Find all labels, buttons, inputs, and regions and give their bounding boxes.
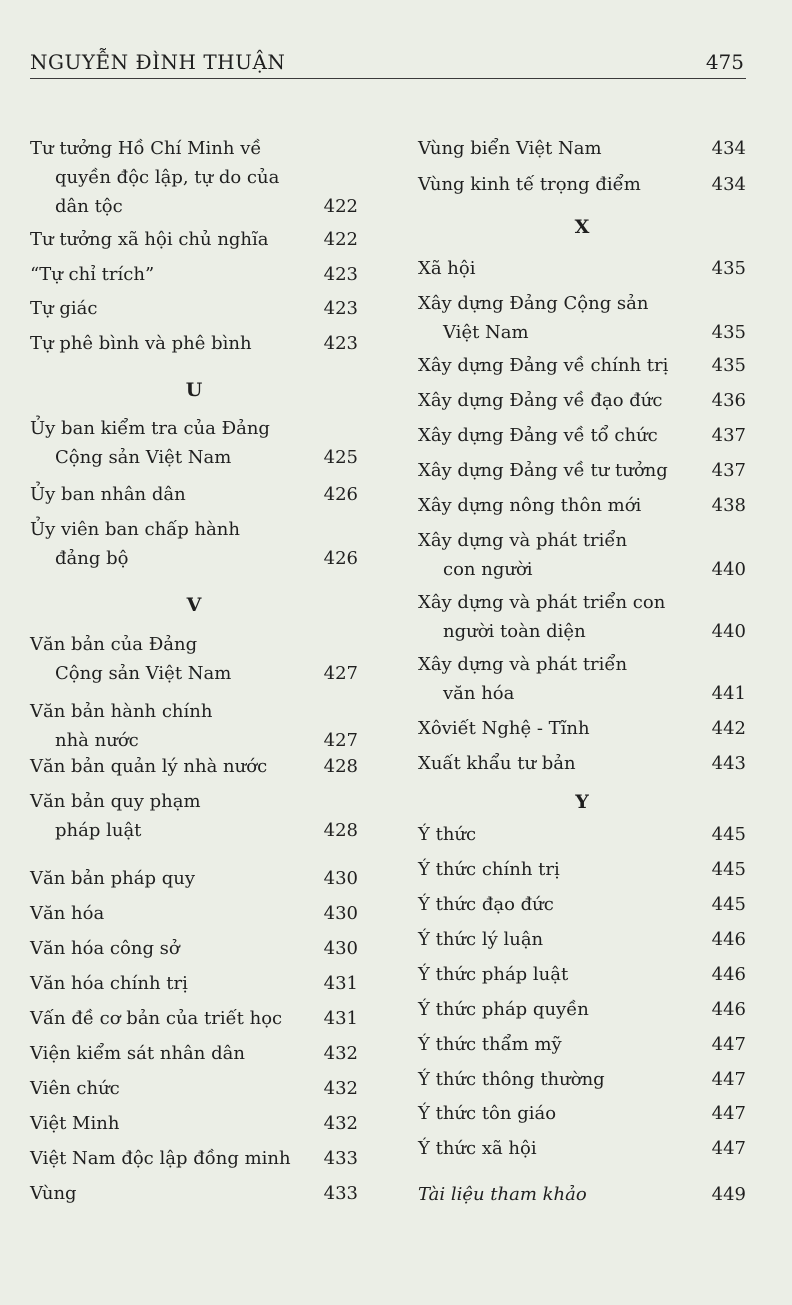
index-entry xyxy=(418,749,746,778)
index-entry xyxy=(30,899,358,928)
index-term xyxy=(418,351,746,380)
index-term-line: Vùng xyxy=(30,1183,77,1204)
index-term-continuation: quyền độc lập, tự do của xyxy=(55,167,280,188)
index-term xyxy=(418,1134,746,1163)
index-term xyxy=(418,1099,746,1128)
index-term-line: Ý thức xyxy=(418,824,477,845)
index-page-number: 442 xyxy=(711,718,746,739)
index-term xyxy=(30,864,358,893)
index-entry xyxy=(30,1004,358,1033)
index-term xyxy=(418,588,746,646)
index-page-number: 431 xyxy=(323,973,358,994)
index-page-number: 446 xyxy=(711,929,746,950)
index-term xyxy=(30,1074,358,1103)
index-term-line: Ủy viên ban chấp hành xyxy=(30,519,240,540)
section-letter: Y xyxy=(575,791,589,813)
index-page-number: 445 xyxy=(711,859,746,880)
index-page-number: 426 xyxy=(323,484,358,505)
index-term xyxy=(418,289,746,347)
index-entry xyxy=(418,386,746,415)
index-entry xyxy=(418,289,746,347)
index-term xyxy=(418,254,746,283)
index-term-line: Xây dựng và phát triển con xyxy=(418,592,666,613)
index-term xyxy=(418,890,746,919)
index-page-number: 446 xyxy=(711,964,746,985)
index-page-number: 434 xyxy=(711,138,746,159)
index-term-line: Văn bản quản lý nhà nước xyxy=(30,756,268,777)
index-page-number: 437 xyxy=(711,425,746,446)
index-term xyxy=(418,960,746,989)
index-page-number: 428 xyxy=(323,820,358,841)
index-entry xyxy=(418,254,746,283)
index-term-line: Vấn đề cơ bản của triết học xyxy=(30,1008,283,1029)
index-term xyxy=(418,421,746,450)
index-page-number: 436 xyxy=(711,390,746,411)
index-entry xyxy=(418,960,746,989)
index-page-number: 443 xyxy=(711,753,746,774)
index-entry xyxy=(30,225,358,254)
index-term-line: Tư tưởng xã hội chủ nghĩa xyxy=(30,229,269,250)
index-term xyxy=(418,820,746,849)
index-entry xyxy=(30,515,358,573)
index-page-number: 441 xyxy=(711,683,746,704)
index-entry xyxy=(30,1144,358,1173)
index-term-line: Văn bản pháp quy xyxy=(30,868,195,889)
index-term xyxy=(418,386,746,415)
index-term-line: Xây dựng Đảng về tổ chức xyxy=(418,425,658,446)
index-term-line: Văn hóa chính trị xyxy=(30,973,188,994)
index-entry xyxy=(30,1109,358,1138)
index-page-number: 447 xyxy=(711,1138,746,1159)
index-entry xyxy=(418,588,746,646)
index-term-line: Xôviết Nghệ - Tĩnh xyxy=(418,718,590,739)
index-entry xyxy=(30,787,358,845)
index-term xyxy=(418,1180,746,1209)
index-page-number: 445 xyxy=(711,894,746,915)
index-term-line: Ủy ban nhân dân xyxy=(30,484,186,505)
index-term-line: Viện kiểm sát nhân dân xyxy=(30,1043,245,1064)
index-entry xyxy=(30,1074,358,1103)
index-term xyxy=(30,1109,358,1138)
index-term-line: Văn hóa công sở xyxy=(30,938,180,959)
index-term-continuation: con người xyxy=(443,559,533,580)
index-term xyxy=(30,294,358,323)
index-term-line: Ý thức thẩm mỹ xyxy=(418,1034,562,1055)
index-term xyxy=(30,225,358,254)
index-page-number: 435 xyxy=(711,355,746,376)
index-page-number: 423 xyxy=(323,298,358,319)
index-term xyxy=(30,515,358,573)
index-page-number: 447 xyxy=(711,1103,746,1124)
index-entry xyxy=(30,752,358,781)
index-term xyxy=(30,934,358,963)
index-entry xyxy=(30,969,358,998)
index-page-number: 422 xyxy=(323,196,358,217)
section-letter: X xyxy=(574,216,590,238)
index-entry xyxy=(30,294,358,323)
index-term-line: Ý thức đạo đức xyxy=(418,894,554,915)
index-term-line: Ý thức pháp quyền xyxy=(418,999,589,1020)
index-term xyxy=(30,260,358,289)
index-entry xyxy=(418,925,746,954)
index-page-number: 447 xyxy=(711,1069,746,1090)
index-term-line: Xây dựng và phát triển xyxy=(418,530,628,551)
index-page-number: 440 xyxy=(711,621,746,642)
index-page-number: 428 xyxy=(323,756,358,777)
index-term-continuation: người toàn diện xyxy=(443,621,586,642)
index-term xyxy=(30,1039,358,1068)
index-term xyxy=(418,650,746,708)
index-page-number: 449 xyxy=(711,1184,746,1205)
index-term xyxy=(418,456,746,485)
index-term-line: “Tự chỉ trích” xyxy=(30,264,155,285)
index-term-line: Xây dựng Đảng Cộng sản xyxy=(418,293,649,314)
index-term-line: Tài liệu tham khảo xyxy=(418,1184,587,1205)
index-term xyxy=(30,752,358,781)
index-term xyxy=(418,1065,746,1094)
index-term xyxy=(30,899,358,928)
index-term xyxy=(418,134,746,163)
index-term-line: Tự phê bình và phê bình xyxy=(30,333,252,354)
index-term-line: Vùng kinh tế trọng điểm xyxy=(418,174,641,195)
index-term-continuation: Việt Nam xyxy=(443,322,529,343)
index-term-line: Tư tưởng Hồ Chí Minh về xyxy=(30,138,262,159)
index-entry xyxy=(30,864,358,893)
index-term-continuation: nhà nước xyxy=(55,730,139,751)
index-term-continuation: Cộng sản Việt Nam xyxy=(55,447,232,468)
index-entry xyxy=(30,260,358,289)
index-entry xyxy=(418,1030,746,1059)
index-term-line: Ý thức thông thường xyxy=(418,1069,605,1090)
index-term xyxy=(30,1179,358,1208)
index-entry xyxy=(418,650,746,708)
index-entry xyxy=(418,170,746,199)
index-term-line: Xây dựng nông thôn mới xyxy=(418,495,642,516)
index-term-line: Xây dựng Đảng về đạo đức xyxy=(418,390,663,411)
index-term-line: Văn hóa xyxy=(30,903,105,924)
index-term xyxy=(418,855,746,884)
index-entry xyxy=(418,456,746,485)
index-page-number: 435 xyxy=(711,322,746,343)
index-page-number: 446 xyxy=(711,999,746,1020)
index-entry xyxy=(418,1099,746,1128)
index-entry xyxy=(30,1179,358,1208)
index-page-number: 432 xyxy=(323,1113,358,1134)
index-term-continuation: đảng bộ xyxy=(55,548,129,569)
index-page-number: 430 xyxy=(323,868,358,889)
index-page-number: 422 xyxy=(323,229,358,250)
index-entry xyxy=(418,1180,746,1209)
index-page-number: 431 xyxy=(323,1008,358,1029)
index-page-number: 445 xyxy=(711,824,746,845)
index-term xyxy=(418,995,746,1024)
index-entry xyxy=(418,351,746,380)
index-term xyxy=(30,1144,358,1173)
section-letter: V xyxy=(186,594,202,616)
index-term-line: Vùng biển Việt Nam xyxy=(418,138,602,159)
index-term-continuation: dân tộc xyxy=(55,196,123,217)
index-page-number: 438 xyxy=(711,495,746,516)
index-entry xyxy=(418,491,746,520)
index-page-number: 433 xyxy=(323,1148,358,1169)
index-term-line: Ý thức lý luận xyxy=(418,929,544,950)
index-entry xyxy=(418,421,746,450)
index-term-line: Văn bản quy phạm xyxy=(30,791,201,812)
index-term-line: Viên chức xyxy=(30,1078,120,1099)
index-term-line: Xã hội xyxy=(418,258,476,279)
index-term xyxy=(418,170,746,199)
index-term-line: Văn bản hành chính xyxy=(30,701,213,722)
index-term-continuation: văn hóa xyxy=(443,683,515,704)
index-page-number: 427 xyxy=(323,663,358,684)
index-term xyxy=(30,969,358,998)
index-term-line: Ý thức xã hội xyxy=(418,1138,537,1159)
index-term-line: Xây dựng Đảng về chính trị xyxy=(418,355,669,376)
index-page-number: 427 xyxy=(323,730,358,751)
index-entry xyxy=(418,1065,746,1094)
index-term-line: Xây dựng Đảng về tư tưởng xyxy=(418,460,668,481)
index-entry xyxy=(30,414,358,472)
index-term xyxy=(418,925,746,954)
index-term xyxy=(418,714,746,743)
index-term xyxy=(30,480,358,509)
index-term-line: Tự giác xyxy=(30,298,98,319)
index-page-number: 440 xyxy=(711,559,746,580)
index-term-line: Việt Minh xyxy=(30,1113,120,1134)
index-page-number: 425 xyxy=(323,447,358,468)
index-entry xyxy=(30,697,358,755)
index-entry xyxy=(418,995,746,1024)
index-entry xyxy=(30,134,358,221)
index-entry xyxy=(30,1039,358,1068)
index-entry xyxy=(418,134,746,163)
index-term xyxy=(30,134,358,221)
index-term xyxy=(30,414,358,472)
index-page-number: 433 xyxy=(323,1183,358,1204)
index-entry xyxy=(30,329,358,358)
header-page-number: 475 xyxy=(705,50,744,74)
index-term xyxy=(30,1004,358,1033)
header-author: NGUYỄN ĐÌNH THUẬN xyxy=(30,50,286,74)
running-header xyxy=(30,46,746,79)
index-entry xyxy=(418,1134,746,1163)
index-page-number: 430 xyxy=(323,903,358,924)
index-entry xyxy=(30,480,358,509)
index-term-line: Xuất khẩu tư bản xyxy=(418,753,576,774)
index-page-number: 423 xyxy=(323,264,358,285)
index-term xyxy=(30,329,358,358)
index-term-line: Ý thức chính trị xyxy=(418,859,560,880)
index-term xyxy=(418,526,746,584)
index-term-continuation: Cộng sản Việt Nam xyxy=(55,663,232,684)
index-page-number: 434 xyxy=(711,174,746,195)
index-entry xyxy=(418,526,746,584)
index-term xyxy=(30,697,358,755)
index-page-number: 432 xyxy=(323,1043,358,1064)
index-entry xyxy=(418,714,746,743)
index-term xyxy=(418,1030,746,1059)
section-letter: U xyxy=(185,379,203,401)
index-page-number: 435 xyxy=(711,258,746,279)
index-entry xyxy=(418,820,746,849)
index-term xyxy=(418,491,746,520)
index-page-number: 430 xyxy=(323,938,358,959)
index-term-line: Văn bản của Đảng xyxy=(30,634,198,655)
index-page-number: 426 xyxy=(323,548,358,569)
index-page-number: 432 xyxy=(323,1078,358,1099)
index-term xyxy=(418,749,746,778)
index-term-line: Ý thức tôn giáo xyxy=(418,1103,557,1124)
index-term-line: Ủy ban kiểm tra của Đảng xyxy=(30,418,270,439)
index-term-line: Xây dựng và phát triển xyxy=(418,654,628,675)
index-page-number: 437 xyxy=(711,460,746,481)
index-term xyxy=(30,787,358,845)
index-entry xyxy=(30,934,358,963)
index-term xyxy=(30,630,358,688)
index-page-number: 423 xyxy=(323,333,358,354)
index-entry xyxy=(30,630,358,688)
index-page-number: 447 xyxy=(711,1034,746,1055)
index-term-line: Việt Nam độc lập đồng minh xyxy=(30,1148,291,1169)
index-entry xyxy=(418,890,746,919)
index-term-continuation: pháp luật xyxy=(55,820,142,841)
index-term-line: Ý thức pháp luật xyxy=(418,964,569,985)
index-entry xyxy=(418,855,746,884)
